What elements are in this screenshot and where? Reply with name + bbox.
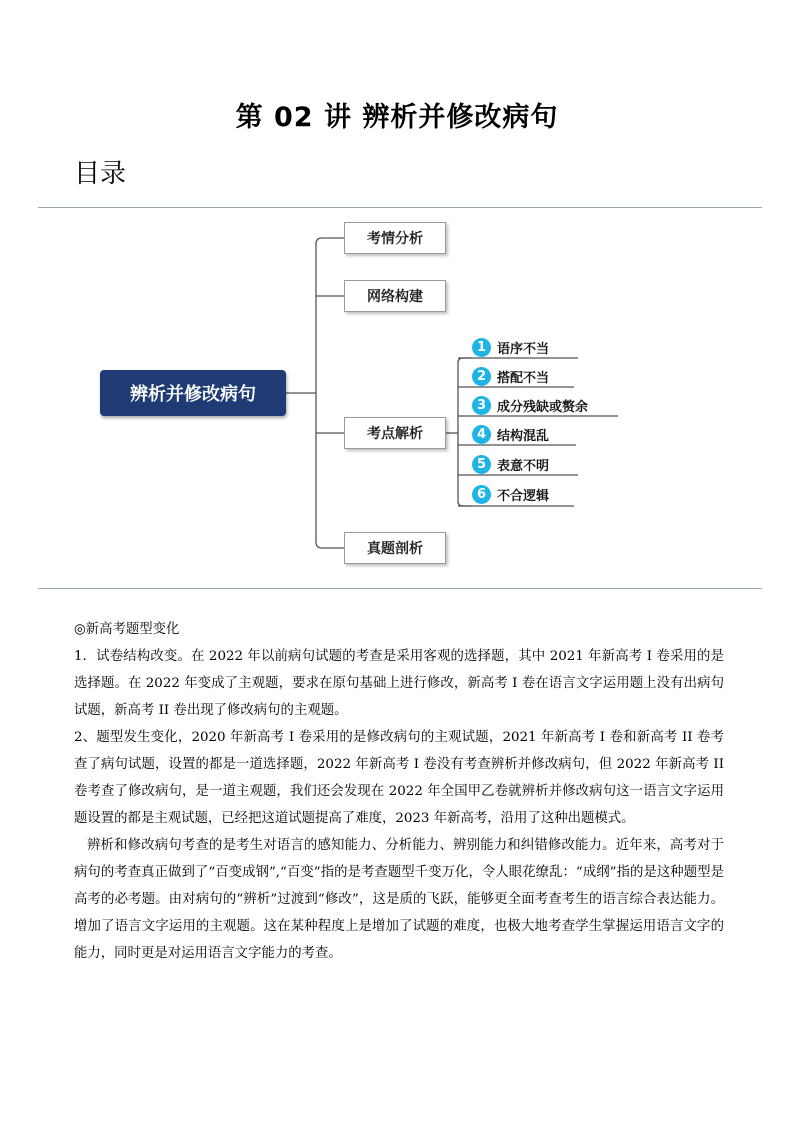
paragraph-3: 辨析和修改病句考查的是考生对语言的感知能力、分析能力、辨别能力和纠错修改能力。近年来，高考对于病句的考查真正做到了“百变成钢”,“百变”指的是考查题型千变万化，令人眼花缭乱：“成纲”指的是这种题型是高考的必考题。由对病句的“辨析”过渡到“修改”，这是质的飞跃，能够更全面考查考生的语言综合表达能力。增加了语言文字运用的主观题。这在某种程度上是增加了试题的难度，也极大地考查学生掌握运用语言文字的能力，同时更是对运用语言文字能力的考查。 (74, 838, 724, 961)
number-badge-icon: 6 (472, 485, 491, 504)
mindmap-subtopic-1 (472, 336, 549, 358)
number-badge-icon: 3 (472, 396, 491, 415)
mindmap-subtopic-3 (472, 394, 588, 416)
number-badge-icon: 2 (472, 367, 491, 386)
main-trunk (316, 238, 344, 548)
page-title: 第 02 讲 辨析并修改病句 (235, 102, 559, 133)
number-badge-icon: 1 (472, 338, 491, 357)
bottom-divider (38, 588, 762, 589)
subtopic-label: 表意不明 (497, 458, 550, 474)
mindmap-subtopic-4 (472, 423, 549, 445)
mindmap-branch-kaodian: 考点解析 (344, 417, 446, 449)
mindmap-subtopic-2 (472, 365, 549, 387)
subtopic-label: 不合逻辑 (497, 488, 550, 504)
paragraph-1: 1．试卷结构改变。在 2022 年以前病句试题的考查是采用客观的选择题，其中 2021 年新高考 I 卷采用的是选择题。在 2022 年变成了主观题，要求在原句基础上进行修改，新高考 I 卷在语言文字运用题上没有出病句试题，新高考 II 卷出现了修改病句的主观题。 (74, 649, 724, 718)
top-divider (38, 207, 762, 208)
subtopic-label: 结构混乱 (497, 428, 550, 444)
mindmap-branch-zhenti: 真题剖析 (344, 532, 446, 564)
paragraph-2: 2、题型发生变化，2020 年新高考 I 卷采用的是修改病句的主观试题，2021 年新高考 I 卷和新高考 II 卷考查了病句试题，设置的都是一道选择题，2022 年新高考 I 卷没有考查辨析并修改病句，但 2022 年新高考 II 卷考查了修改病句，是一道主观题，我们还会发现在 2022 年全国甲乙卷就辨析并修改病句这一语言文字运用题设置的都是主观试题，已经把这道试题提高了难度，2023 年新高考，沿用了这种出题模式。 (74, 730, 724, 826)
number-badge-icon: 5 (472, 455, 491, 474)
mindmap-branch-kaoqing: 考情分析 (344, 222, 446, 254)
body-text (74, 616, 724, 967)
toc-heading: 目录 (74, 159, 127, 189)
subtopic-label: 搭配不当 (497, 370, 550, 386)
mindmap-branch-wangluo: 网络构建 (344, 280, 446, 312)
mindmap-subtopic-6 (472, 483, 549, 505)
subtopic-label: 语序不当 (497, 341, 550, 357)
number-badge-icon: 4 (472, 425, 491, 444)
mindmap-subtopic-5 (472, 453, 549, 475)
subtopic-label: 成分残缺或赘余 (497, 399, 589, 415)
section-label: ◎新高考题型变化 (74, 622, 180, 637)
sub-trunk (458, 358, 472, 506)
mindmap-root: 辨析并修改病句 (100, 370, 286, 416)
